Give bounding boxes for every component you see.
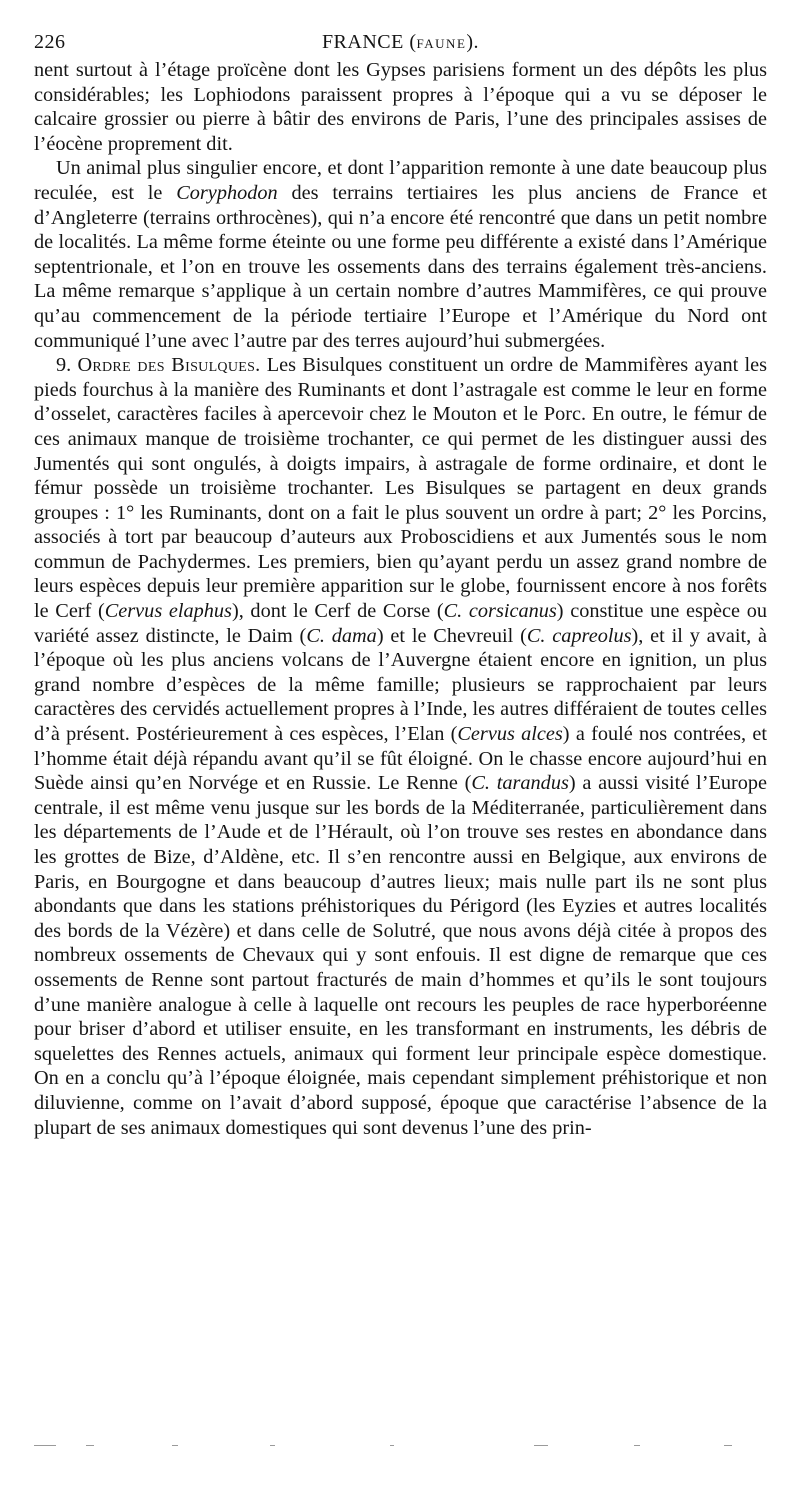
running-title-main: FRANCE	[321, 31, 404, 53]
species-name: C. dama	[306, 624, 377, 647]
section-heading: Ordre des Bisulques.	[77, 354, 261, 377]
paragraph-continuation	[34, 58, 767, 156]
paragraph-bisulques	[34, 353, 767, 1140]
species-name: Cervus elaphus	[104, 600, 232, 623]
footer-rule	[34, 1443, 767, 1449]
book-page	[34, 26, 767, 1140]
paragraph-text: ), dont le Cerf de Corse (	[231, 600, 444, 623]
body-text	[34, 58, 767, 1140]
running-title	[34, 26, 767, 60]
species-name: Cervus alces	[457, 723, 563, 746]
paragraph-text: Les Bisulques constituent un ordre de Mammifères ayant les pieds fourchus à la manière des Ruminants et dont l’astragale est comme le leur en forme d’osselet, caractères faciles à apercevoir chez le Mouton et le Porc. En outre, le fémur de ces animaux manque de troisième trochanter, ce qui permet de les distinguer aussi des Jumentés qui sont ongulés, à doigts impairs, à astragale de forme ordinaire, et dont le fémur possède un troisième trochanter. Les Bisulques se partagent en deux grands groupes : 1° les Ruminants, dont on a fait le plus souvent un ordre à part; 2° les Porcins, associés à tort par beaucoup d’auteurs aux Proboscidiens et aux Jumentés sous le nom commun de Pachydermes. Les premiers, bien qu’ayant perdu un assez grand nombre de leurs espèces depuis leur première apparition sur le globe, fournissent encore à nos forêts le Cerf (	[34, 354, 768, 623]
paragraph-text: nent surtout à l’étage proïcène dont les Gypses parisiens forment un des dépôts les plus considérables; les Lophiodons paraissent propres à l’époque qui a vu se déposer le calcaire grossier ou pierre à bâtir des environs de Paris, l’une des principales assises de l’éocène proprement dit.	[34, 59, 767, 155]
paragraph-text: des terrains tertiaires les plus anciens de France et d’Angleterre (terrains orthrocènes), qui n’a encore été rencontré que dans un petit nombre de localités. La même forme éteinte ou une forme peu différente a existé dans l’Amérique septentrionale, et l’on en trouve les ossements dans des terrains également très-anciens. La même remarque s’applique à un certain nombre d’autres Mammifères, ce qui prouve qu’au commencement de la période tertiaire l’Europe et l’Amérique du Nord ont communiqué l’une avec l’autre par des terres aujourd’hui submergées.	[34, 181, 767, 352]
section-number: 9.	[56, 354, 72, 377]
paragraph-text: ), et il y avait, à l’époque où les plus anciens volcans de l’Auvergne étaient encore en ignition, un plus grand nombre d’espèces de la même famille; plusieurs se rapprochaient par leurs caractères des cervidés actuellement propres à l’Inde, les autres différaient de toutes celles d’à présent. Postérieurement à ces espèces, l’Elan (	[34, 624, 767, 746]
paragraph-text: ) a aussi visité l’Europe centrale, il est même venu jusque sur les bords de la Méditerranée, particulièrement dans les départements de l’Aude et de l’Hérault, où l’on trouve ses restes en abondance dans les grottes de Bize, d’Aldène, etc. Il s’en rencontre aussi en Belgique, aux environs de Paris, en Bourgogne et dans beaucoup d’autres lieux; mais nulle part ils ne sont plus abondants que dans les stations préhistoriques du Périgord (les Eyzies et autres localités des bords de la Vézère) et dans celle de Solutré, que nous avons déjà citée à propos des nombreux ossements de Chevaux qui y sont enfouis. Il est digne de remarque que ces ossements de Renne sont partout fracturés de main d’hommes et qu’ils le sont toujours d’une manière analogue à celle à laquelle ont recours les peuples de race hyperboréenne pour briser d’abord et utiliser ensuite, en les transformant en instruments, les débris de squelettes des Rennes actuels, animaux qui forment leur principale espèce domestique. On en a conclu qu’à l’époque éloignée, mais cependant simplement préhistorique et non diluvienne, comme on l’avait d’abord supposé, époque que caractérise l’absence de la plupart de ses animaux domestiques qui sont devenus l’une des prin-	[34, 772, 768, 1139]
running-title-open-paren: (	[403, 31, 417, 53]
paragraph-text: Un animal plus singulier encore, et dont l’apparition remonte à une date beaucoup plus reculée, est le	[34, 157, 767, 204]
paragraph-text: ) constitue une espèce ou variété assez distincte, le Daim (	[34, 600, 767, 647]
species-name: C. capreolus	[526, 624, 632, 647]
page-number: 226	[34, 31, 66, 53]
running-head	[34, 26, 767, 58]
paragraph-text: ) a foulé nos contrées, et l’homme était déjà répandu avant qu’il se fût éloigné. On le chasse encore aujourd’hui en Suède ainsi qu’en Norvége et en Russie. Le Renne (	[34, 723, 767, 795]
running-title-close-paren: ).	[466, 31, 480, 53]
paragraph-text: ) et le Chevreuil (	[376, 624, 527, 647]
species-name: C. corsicanus	[443, 600, 557, 623]
paragraph-coryphodon	[34, 156, 767, 353]
genus-name: Coryphodon	[176, 181, 278, 204]
species-name: C. tarandus	[471, 772, 569, 795]
running-title-subtitle: FAUNE	[416, 36, 467, 51]
